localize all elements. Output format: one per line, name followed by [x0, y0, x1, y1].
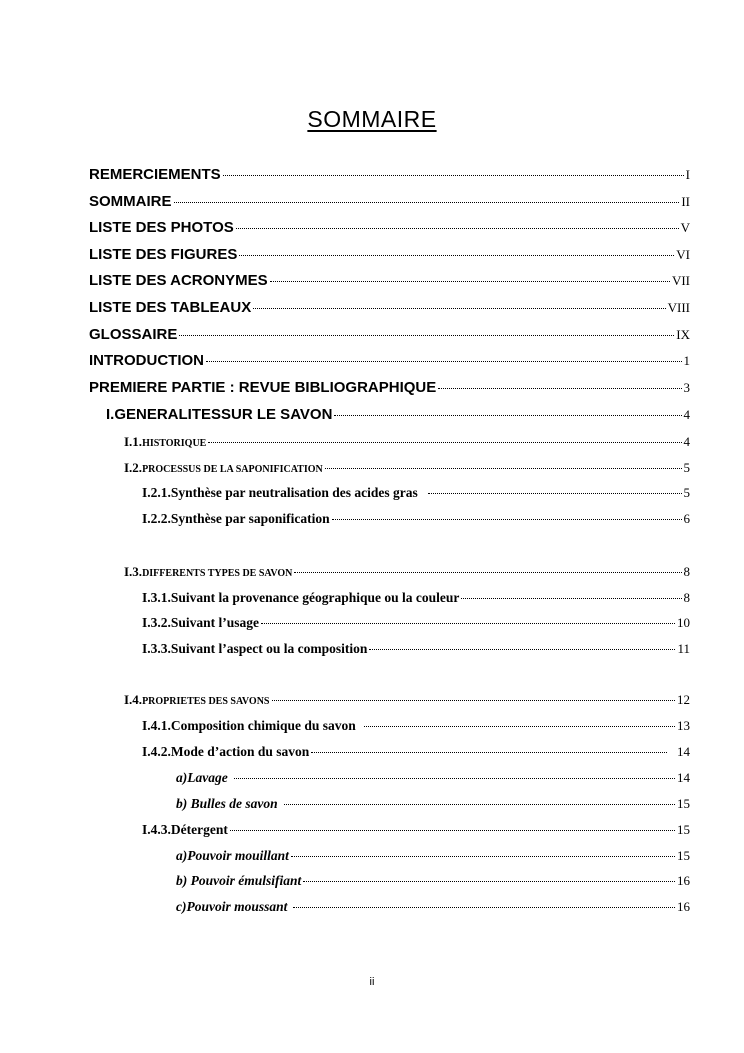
toc-entry-synthese-saponification[interactable] [142, 511, 690, 527]
toc-page: 11 [677, 641, 690, 656]
toc-entry-processus[interactable] [124, 460, 690, 476]
toc-entry-lavage[interactable] [176, 770, 690, 786]
toc-label [124, 692, 270, 708]
dot-leader [291, 856, 675, 857]
toc-page: 5 [683, 485, 690, 500]
toc-label: I.4.1.Composition chimique du savon [142, 718, 356, 733]
dot-leader [208, 442, 681, 443]
toc-label: SOMMAIRE [89, 193, 172, 210]
toc-label: I.4.2.Mode d’action du savon [142, 744, 310, 759]
toc-entry-provenance[interactable] [142, 590, 690, 606]
toc-label: I.2.2.Synthèse par saponification [142, 511, 330, 526]
toc-number: I.1. [124, 434, 143, 449]
toc-page: 15 [677, 848, 690, 863]
dot-leader [174, 202, 680, 203]
dot-leader [461, 598, 681, 599]
toc-label: LISTE DES FIGURES [89, 246, 238, 263]
toc-label: INTRODUCTION [89, 352, 204, 369]
toc-entry-pouvoir-moussant[interactable] [176, 899, 690, 915]
toc-entry-bulles[interactable] [176, 796, 690, 812]
toc-entry-liste-des-photos[interactable] [89, 219, 690, 236]
dot-leader [179, 335, 674, 336]
dot-leader [253, 308, 665, 309]
toc-entry-pouvoir-emulsifiant[interactable] [176, 873, 690, 889]
toc-label: I.2.1.Synthèse par neutralisation des acides gras [142, 485, 418, 500]
toc-page: 10 [677, 615, 690, 630]
dot-leader [334, 415, 681, 416]
toc-page: 1 [683, 353, 690, 368]
toc-label [124, 434, 206, 450]
toc-entry-usage[interactable] [142, 615, 690, 631]
toc-page: 15 [677, 796, 690, 811]
toc-page: 14 [677, 770, 690, 785]
dot-leader [428, 493, 682, 494]
dot-leader [270, 281, 670, 282]
toc-label: c)Pouvoir moussant [176, 899, 288, 914]
toc-page: 16 [677, 899, 690, 914]
toc-label: PREMIERE PARTIE : REVUE BIBLIOGRAPHIQUE [89, 379, 437, 396]
toc-label: LISTE DES TABLEAUX [89, 299, 252, 316]
dot-leader [293, 907, 675, 908]
toc-entry-liste-des-tableaux[interactable] [89, 299, 690, 316]
toc-page: 12 [677, 692, 690, 707]
toc-entry-composition-chimique[interactable] [142, 718, 690, 734]
toc-label: I.GENERALITESSUR LE SAVON [106, 406, 333, 423]
dot-leader [325, 468, 682, 469]
toc-label: LISTE DES ACRONYMES [89, 272, 268, 289]
page-title: SOMMAIRE [307, 106, 437, 132]
toc-label-text: PROPRIETES DES SAVONS [142, 696, 270, 707]
toc-page: 13 [677, 718, 690, 733]
toc-label: b) Pouvoir émulsifiant [176, 873, 302, 888]
toc-label: b) Bulles de savon [176, 796, 278, 811]
toc-page: 16 [677, 873, 690, 888]
dot-leader [239, 255, 674, 256]
toc-label: a)Pouvoir mouillant [176, 848, 289, 863]
toc-entry-pouvoir-mouillant[interactable] [176, 848, 690, 864]
toc-entry-premiere-partie[interactable] [89, 379, 690, 396]
toc-page: VII [671, 273, 690, 288]
toc-page: VI [676, 247, 690, 262]
toc-label-text: DIFFERENTS TYPES DE SAVON [142, 568, 293, 579]
dot-leader [272, 700, 676, 701]
toc-page: 4 [683, 407, 690, 422]
toc-number: I.4. [124, 692, 143, 707]
toc-label-text: PROCESSUS DE LA SAPONIFICATION [142, 464, 323, 475]
toc-page: V [680, 220, 690, 235]
dot-leader [234, 778, 675, 779]
dot-leader [311, 752, 667, 753]
toc-label: I.3.3.Suivant l’aspect ou la composition [142, 641, 368, 656]
toc-label: REMERCIEMENTS [89, 166, 221, 183]
toc-entry-remerciements[interactable] [89, 166, 690, 183]
dot-leader [332, 519, 682, 520]
toc-page: 8 [683, 590, 690, 605]
dot-leader [236, 228, 679, 229]
toc-label [124, 564, 292, 580]
toc-page: IX [676, 327, 690, 342]
toc-label: GLOSSAIRE [89, 326, 178, 343]
toc-entry-glossaire[interactable] [89, 326, 690, 343]
toc-label: I.4.3.Détergent [142, 822, 228, 837]
toc-entry-liste-des-figures[interactable] [89, 246, 690, 263]
dot-leader [230, 830, 675, 831]
dot-leader [369, 649, 675, 650]
dot-leader [206, 361, 682, 362]
toc-page: 4 [683, 434, 690, 449]
toc-entry-mode-action[interactable] [142, 744, 690, 760]
dot-leader [284, 804, 675, 805]
dot-leader [294, 572, 681, 573]
toc-entry-sommaire[interactable] [89, 193, 690, 210]
toc-page: 6 [683, 511, 690, 526]
toc-entry-differents-types[interactable] [124, 564, 690, 580]
toc-page: 8 [683, 564, 690, 579]
toc-entry-proprietes[interactable] [124, 692, 690, 708]
toc-page: I [685, 167, 690, 182]
toc-page: 14 [677, 744, 690, 759]
toc-label [124, 460, 323, 476]
toc-entry-generalites[interactable] [106, 406, 690, 423]
toc-page: 3 [683, 380, 690, 395]
toc-number: I.2. [124, 460, 143, 475]
toc-entry-historique[interactable] [124, 434, 690, 450]
dot-leader [364, 726, 675, 727]
toc-page: 5 [683, 460, 690, 475]
toc-label-text: HISTORIQUE [142, 438, 207, 449]
toc-page: VIII [667, 300, 690, 315]
toc-label: I.3.1.Suivant la provenance géographique ou la couleur [142, 590, 460, 605]
toc-page: II [681, 194, 690, 209]
toc-label: LISTE DES PHOTOS [89, 219, 234, 236]
toc-entry-aspect[interactable] [142, 641, 690, 657]
toc-number: I.3. [124, 564, 143, 579]
toc-label: I.3.2.Suivant l’usage [142, 615, 260, 630]
page-number: ii [369, 976, 375, 988]
toc-page: 15 [677, 822, 690, 837]
dot-leader [438, 388, 681, 389]
dot-leader [261, 623, 675, 624]
toc-label: a)Lavage [176, 770, 228, 785]
dot-leader [303, 881, 675, 882]
toc-entry-liste-des-acronymes[interactable] [89, 272, 690, 289]
toc-entry-detergent[interactable] [142, 822, 690, 838]
toc-entry-synthese-neutralisation[interactable] [142, 485, 690, 501]
dot-leader [223, 175, 684, 176]
toc-entry-introduction[interactable] [89, 352, 690, 369]
